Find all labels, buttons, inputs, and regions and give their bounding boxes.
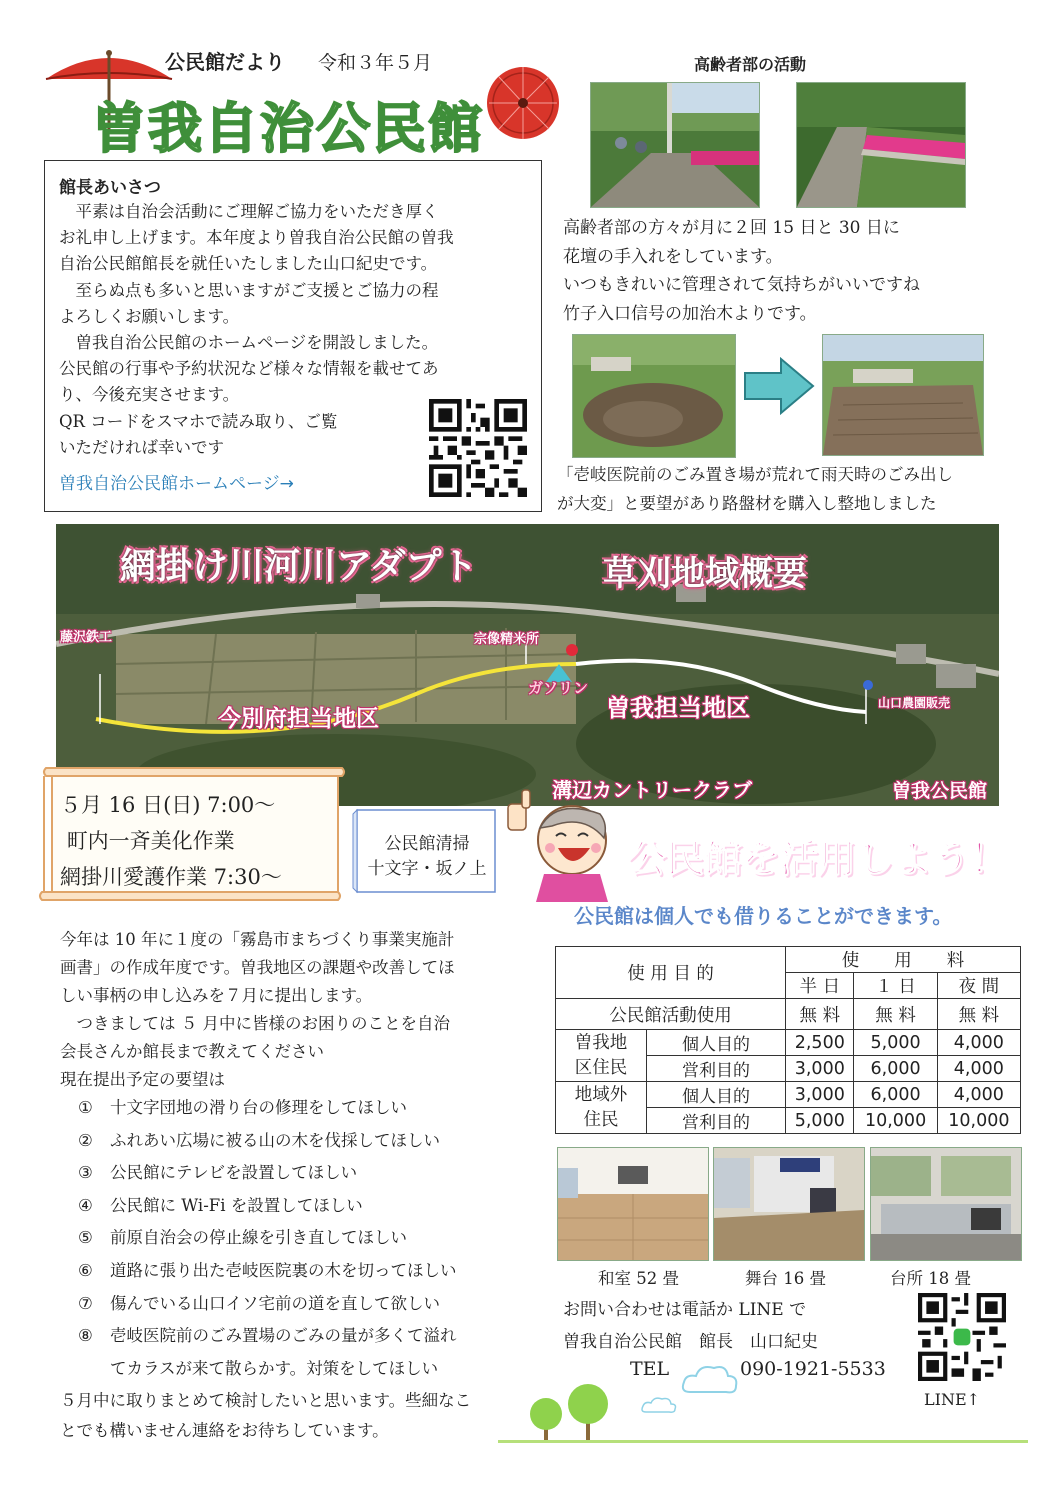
purpose-commercial: 営利目的 — [647, 1108, 786, 1134]
newsletter-name: 公民館だより — [165, 50, 285, 74]
greeting-box — [44, 160, 542, 512]
group-local — [556, 1030, 647, 1082]
purpose-personal: 個人目的 — [647, 1082, 786, 1108]
greeting-body: 平素は自治会活動にご理解ご協力をいただき厚く お礼申し上げます。本年度より曽我自治公民館の曽我 自治公民館館長を就任いたしました山口紀史です。 至らぬ点も多いと思いますがご支援とご協力の程 よろしくお願いします。 曽我自治公民館のホームページを開設しました。 公民館の行事や予約状況など様々な情報を載せてあ り、今後充実させます。 QR コードをスマホで読み取り、ご覧 いただければ幸いです — [59, 202, 454, 457]
fee-cell: 無 料 — [937, 999, 1020, 1030]
requests-closing: ５月中に取りまとめて検討したいと思います。些細なこ とでも構いません連絡をお待ちしています。 — [60, 1391, 472, 1440]
map-label-imabeppu: 今別府担当地区 — [218, 706, 379, 732]
tree-illustration — [524, 1380, 616, 1444]
map-label-munakata: 宗像精米所 — [474, 632, 540, 647]
list-item — [78, 1320, 538, 1385]
group-label: 区住民 — [574, 1057, 628, 1078]
list-item — [78, 1288, 538, 1321]
line-qr-label: LINE↑ — [924, 1390, 981, 1409]
item-number: ② — [78, 1130, 93, 1150]
kitchen-photo — [870, 1147, 1022, 1261]
map-title-adopt: 網掛け川河川アダプト — [120, 546, 478, 587]
page-title: 曽我自治公民館 — [92, 97, 484, 160]
event-schedule: ５月 16 日(日) 7:00～ 町内一斉美化作業 網掛川愛護作業 7:30～ — [60, 793, 282, 889]
fee-cell: 3,000 — [786, 1056, 854, 1082]
activity-use-label: 公民館活動使用 — [556, 999, 786, 1030]
table-row — [556, 1030, 1021, 1056]
flowerbed-photo — [590, 82, 760, 208]
group-label: 住民 — [583, 1109, 619, 1130]
item-text: 公民館にテレビを設置してほしい — [110, 1163, 358, 1183]
item-text: 道路に張り出た壱岐医院裏の木を切ってほしい — [110, 1260, 457, 1280]
item-number: ⑧ — [78, 1326, 93, 1346]
line-qr-code[interactable] — [918, 1293, 1006, 1381]
table-row — [556, 947, 1021, 973]
list-item — [78, 1092, 538, 1125]
item-text: 十文字団地の滑り台の修理をしてほしい — [110, 1098, 407, 1117]
item-text: 壱岐医院前のごみ置場のごみの量が多くて溢れ てカラスが来て散らかす。対策をしてほしい — [110, 1326, 457, 1378]
seniors-heading: 高齢者部の活動 — [694, 55, 807, 74]
arrow-right-icon — [743, 357, 815, 415]
tel-label: TEL — [630, 1358, 670, 1380]
item-number: ⑤ — [78, 1228, 93, 1248]
list-item — [78, 1157, 538, 1190]
umbrella-illustration — [485, 55, 565, 150]
list-item — [78, 1255, 538, 1288]
mascot-illustration — [504, 784, 624, 904]
table-row — [556, 1082, 1021, 1108]
requests-list — [78, 1092, 538, 1385]
room-caption-kitchen: 台所 18 畳 — [890, 1269, 971, 1288]
map-label-yamaguchi: 山口農園販売 — [878, 696, 951, 710]
fee-cell: 6,000 — [854, 1056, 937, 1082]
cloud-icon — [640, 1394, 678, 1416]
group-outside — [556, 1082, 647, 1134]
fee-header: 使 用 料 — [786, 947, 1021, 973]
fee-cell: 無 料 — [854, 999, 937, 1030]
homepage-qr-code[interactable] — [429, 399, 527, 497]
item-number: ① — [78, 1098, 93, 1117]
tel-number[interactable]: 090-1921-5533 — [740, 1358, 886, 1380]
issue-date: 令和３年５月 — [318, 52, 433, 74]
group-label: 曽我地 — [574, 1032, 628, 1053]
contact-info: お問い合わせは電話か LINE で 曽我自治公民館 館長 山口紀史 — [563, 1300, 818, 1352]
col-half-day: 半 日 — [786, 973, 854, 999]
list-item — [78, 1125, 538, 1158]
map-title-mowing: 草刈地域概要 — [603, 554, 807, 594]
fee-cell: 3,000 — [786, 1082, 854, 1108]
map-label-fujisawa: 藤沢鉄工 — [60, 630, 113, 645]
item-text: 公民館に Wi-Fi を設置してほしい — [110, 1195, 363, 1215]
col-full-day: １ 日 — [854, 973, 937, 999]
seniors-description: 高齢者部の方々が月に２回 15 日と 30 日に 花壇の手入れをしています。 いつもきれいに管理されて気持ちがいいですね 竹子入口信号の加治木よりです。 — [563, 218, 920, 324]
map-label-gasoline: ガソリン — [528, 679, 589, 697]
table-row — [556, 999, 1021, 1030]
homepage-link[interactable]: 曽我自治公民館ホームページ→ — [59, 474, 294, 494]
item-text: 前原自治会の停止線を引き直してほしい — [110, 1228, 407, 1248]
map-label-mizobe: 溝辺カントリークラブ — [552, 778, 752, 802]
fee-cell: 5,000 — [786, 1108, 854, 1134]
fee-cell: 4,000 — [937, 1082, 1020, 1108]
map-label-soga-area: 曽我担当地区 — [606, 694, 750, 722]
fee-cell: 10,000 — [854, 1108, 937, 1134]
fee-cell: 6,000 — [854, 1082, 937, 1108]
item-number: ④ — [78, 1195, 93, 1215]
tatami-room-photo — [557, 1147, 709, 1261]
item-number: ⑥ — [78, 1260, 93, 1280]
cloud-icon — [680, 1360, 740, 1400]
col-night: 夜 間 — [937, 973, 1020, 999]
use-center-subtitle: 公民館は個人でも借りることができます。 — [574, 904, 953, 928]
item-text: ふれあい広場に被る山の木を伐採してほしい — [110, 1130, 440, 1150]
room-caption-tatami: 和室 52 畳 — [598, 1269, 679, 1288]
item-text: 傷んでいる山口イソ宅前の道を直して欲しい — [110, 1293, 440, 1313]
room-caption-stage: 舞台 16 畳 — [745, 1269, 826, 1288]
purpose-commercial: 営利目的 — [647, 1056, 786, 1082]
list-item — [78, 1190, 538, 1223]
fee-cell: 4,000 — [937, 1030, 1020, 1056]
purpose-personal: 個人目的 — [647, 1030, 786, 1056]
group-label: 地域外 — [574, 1084, 628, 1105]
garbage-site-after-photo — [822, 334, 984, 456]
cleaning-note: 公民館清掃 十文字・坂ノ上 — [367, 834, 487, 879]
fee-cell: 2,500 — [786, 1030, 854, 1056]
fee-cell: 4,000 — [937, 1056, 1020, 1082]
list-item — [78, 1222, 538, 1255]
stage-photo — [713, 1147, 865, 1261]
item-number: ⑦ — [78, 1293, 93, 1313]
map-label-soga-hall: 曽我公民館 — [892, 780, 988, 802]
greeting-heading: 館長あいさつ — [59, 178, 161, 198]
use-center-title: 公民館を活用しよう！ — [628, 837, 1009, 881]
garbage-site-before-photo — [572, 334, 736, 458]
fee-cell: 10,000 — [937, 1108, 1020, 1134]
fee-table — [555, 946, 1021, 1134]
item-number: ③ — [78, 1163, 93, 1183]
flowerbed-photo — [796, 82, 966, 208]
fee-cell: 無 料 — [786, 999, 854, 1030]
garbage-site-caption: 「壱岐医院前のごみ置き場が荒れて雨天時のごみ出し が大変」と要望があり路盤材を購入し整地しました — [557, 465, 953, 513]
fee-cell: 5,000 — [854, 1030, 937, 1056]
requests-intro: 今年は 10 年に１度の「霧島市まちづくり事業実施計 画書」の作成年度です。曽我地区の課題や改善してほ しい事柄の申し込みを７月に提出します。 つきましては ５ 月中に皆様のお困りのことを自治 会長さんか館長まで教えてください 現在提出予定の要望は — [60, 930, 455, 1089]
purpose-header: 使 用 目 的 — [556, 947, 786, 999]
grass-line — [498, 1438, 1028, 1444]
